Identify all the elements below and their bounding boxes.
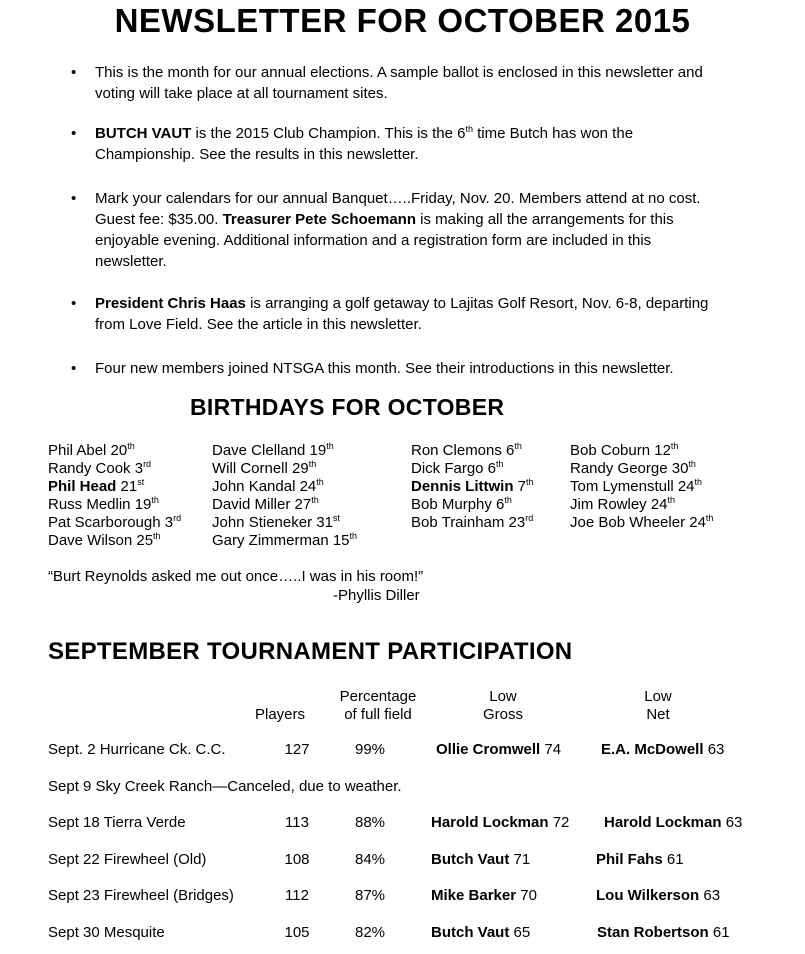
birthday-column xyxy=(212,442,357,550)
low-net: Harold Lockman 63 xyxy=(604,814,743,831)
bullet-line: BUTCH VAUT is the 2015 Club Champion. This is the 6th time Butch has won the xyxy=(95,124,634,142)
bullet-icon: • xyxy=(71,125,77,142)
field-percentage: 87% xyxy=(354,887,386,904)
players-count: 112 xyxy=(285,887,309,904)
players-count: 105 xyxy=(284,924,310,941)
low-net: Phil Fahs 61 xyxy=(596,851,684,868)
table-row xyxy=(0,741,805,761)
birthday-entry: Will Cornell 29th xyxy=(212,459,317,477)
birthday-entry: Dennis Littwin 7th xyxy=(411,477,534,495)
field-percentage: 84% xyxy=(354,851,386,868)
birthday-entry: Joe Bob Wheeler 24th xyxy=(570,513,714,531)
birthday-entry: Bob Coburn 12th xyxy=(570,441,679,459)
header-players: Players xyxy=(254,706,306,723)
bullet-icon: • xyxy=(71,64,77,81)
table-row xyxy=(0,851,805,871)
bullet-getaway xyxy=(71,293,755,335)
birthdays-heading: BIRTHDAYS FOR OCTOBER xyxy=(190,394,505,420)
players-count: 108 xyxy=(284,851,310,868)
birthday-entry: Dick Fargo 6th xyxy=(411,459,504,477)
birthday-entry: Bob Trainham 23rd xyxy=(411,513,534,531)
bullet-line: from Love Field. See the article in this newsletter. xyxy=(95,316,422,333)
birthday-entry: Bob Murphy 6th xyxy=(411,495,512,513)
birthday-entry: Randy Cook 3rd xyxy=(48,459,152,477)
quote-author: -Phyllis Diller xyxy=(333,587,420,604)
birthday-entry: Phil Abel 20th xyxy=(48,441,135,459)
event-name: Sept. 2 Hurricane Ck. C.C. xyxy=(48,741,226,758)
birthday-entry: David Miller 27th xyxy=(212,495,319,513)
players-count: 127 xyxy=(284,741,310,758)
birthday-column xyxy=(48,442,181,550)
table-row xyxy=(0,778,805,798)
bullet-line: President Chris Haas is arranging a golf getaway to Lajitas Golf Resort, Nov. 6-8, departing xyxy=(95,295,709,312)
low-gross: Ollie Cromwell 74 xyxy=(436,741,562,758)
birthday-entry: Russ Medlin 19th xyxy=(48,495,159,513)
birthday-entry: Pat Scarborough 3rd xyxy=(48,513,182,531)
birthday-column xyxy=(570,442,713,532)
birthday-entry: Jim Rowley 24th xyxy=(570,495,676,513)
bullet-icon: • xyxy=(71,360,77,377)
birthday-entry: John Stieneker 31st xyxy=(212,513,340,531)
bullet-elections xyxy=(71,62,755,104)
low-gross: Mike Barker 70 xyxy=(431,887,537,904)
event-name: Sept 18 Tierra Verde xyxy=(48,814,186,831)
low-gross: Harold Lockman 72 xyxy=(431,814,570,831)
bullet-line: Guest fee: $35.00. Treasurer Pete Schoemann is making all the arrangements for this xyxy=(95,211,674,228)
bullet-icon: • xyxy=(71,190,77,207)
bullet-line: voting will take place at all tournament sites. xyxy=(95,85,388,102)
low-net: Lou Wilkerson 63 xyxy=(596,887,721,904)
table-row xyxy=(0,887,805,907)
birthday-entry: John Kandal 24th xyxy=(212,477,324,495)
header-low-net: Low Net xyxy=(644,688,672,723)
event-name: Sept 9 Sky Creek Ranch—Canceled, due to weather. xyxy=(48,778,402,795)
low-gross: Butch Vaut 65 xyxy=(431,924,531,941)
bullet-line: Mark your calendars for our annual Banquet…..Friday, Nov. 20. Members attend at no cost. xyxy=(95,190,701,207)
field-percentage: 88% xyxy=(354,814,386,831)
bullet-line: Four new members joined NTSGA this month. See their introductions in this newsletter. xyxy=(95,360,674,377)
bullet-new-members xyxy=(71,358,755,379)
players-count: 113 xyxy=(285,814,309,831)
birthday-column xyxy=(411,442,534,532)
low-net: E.A. McDowell 63 xyxy=(601,741,725,758)
treasurer-name: Treasurer Pete Schoemann xyxy=(222,211,417,228)
birthday-entry: Ron Clemons 6th xyxy=(411,441,522,459)
header-percentage: Percentage of full field xyxy=(339,688,417,723)
bullet-icon: • xyxy=(71,295,77,312)
event-name: Sept 30 Mesquite xyxy=(48,924,165,941)
quote-text: “Burt Reynolds asked me out once…..I was in his room!” xyxy=(48,568,424,585)
president-name: President Chris Haas xyxy=(95,295,246,312)
birthday-entry: Dave Clelland 19th xyxy=(212,441,334,459)
event-name: Sept 23 Firewheel (Bridges) xyxy=(48,887,234,904)
field-percentage: 99% xyxy=(354,741,386,758)
tournament-heading: SEPTEMBER TOURNAMENT PARTICIPATION xyxy=(48,638,573,665)
bullet-champion xyxy=(71,123,755,165)
birthday-entry: Dave Wilson 25th xyxy=(48,531,161,549)
table-row xyxy=(0,814,805,834)
bullet-line: Championship. See the results in this newsletter. xyxy=(95,146,419,163)
field-percentage: 82% xyxy=(354,924,386,941)
birthday-entry: Tom Lymenstull 24th xyxy=(570,477,703,495)
birthday-entry: Phil Head 21st xyxy=(48,477,145,495)
bullet-line: This is the month for our annual elections. A sample ballot is enclosed in this newsletter and xyxy=(95,64,703,81)
newsletter-title: NEWSLETTER FOR OCTOBER 2015 xyxy=(114,2,691,39)
table-row xyxy=(0,924,805,944)
birthday-entry: Gary Zimmerman 15th xyxy=(212,531,358,549)
event-name: Sept 22 Firewheel (Old) xyxy=(48,851,207,868)
birthday-entry: Randy George 30th xyxy=(570,459,696,477)
champion-name: BUTCH VAUT xyxy=(95,125,192,142)
bullet-line: enjoyable evening. Additional information and a registration form are included in this xyxy=(95,232,652,249)
bullet-line: newsletter. xyxy=(95,253,167,270)
low-gross: Butch Vaut 71 xyxy=(431,851,531,868)
low-net: Stan Robertson 61 xyxy=(597,924,730,941)
header-low-gross: Low Gross xyxy=(482,688,523,723)
bullet-banquet xyxy=(71,188,755,272)
